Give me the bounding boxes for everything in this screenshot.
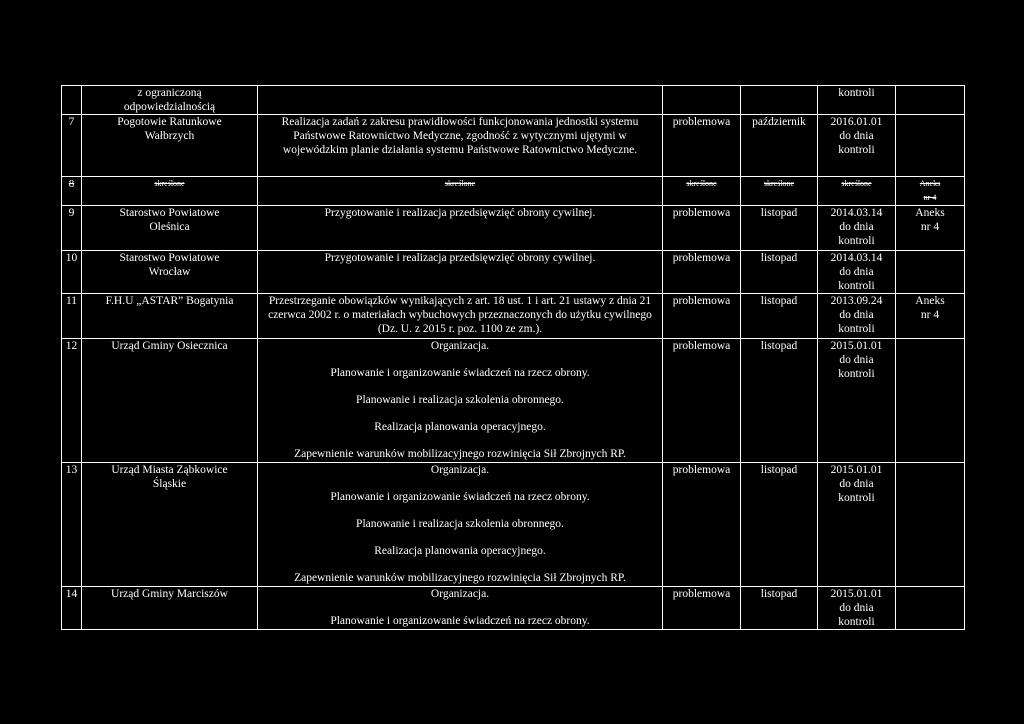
notes-text: nr 4 [920,221,940,233]
subject-text: Oleśnica [149,221,190,233]
subject-text: Urząd Gminy Marciszów [111,588,228,600]
scope-text: Planowanie i organizowanie świadczeń na rzecz obrony. [330,367,590,379]
row-number [62,251,82,294]
scope-text: Zapewnienie warunków mobilizacyjnego rozwinięcia Sił Zbrojnych RP. [294,572,626,584]
row-number [62,115,82,177]
date-text: do dnia [839,602,874,614]
inspection-type [663,463,741,587]
type-text: problemowa [672,252,731,264]
date-text: 2014.03.14 [830,207,883,219]
row-number-text: 11 [65,295,78,307]
table-row [62,251,965,294]
inspected-entity [82,177,258,206]
date-text: 2013.09.24 [830,295,883,307]
row-number-text: 14 [65,588,78,600]
notes-text: nr 4 [923,193,937,202]
date-text: 2015.01.01 [830,588,883,600]
inspection-type [663,294,741,339]
row-number [62,339,82,463]
inspection-month [741,463,818,587]
notes [896,86,965,115]
inspection-month [741,86,818,115]
month-text: październik [752,116,806,128]
inspection-type [663,587,741,630]
row-number [62,294,82,339]
subject-text: Śląskie [152,478,187,490]
scope-text: Planowanie i realizacja szkolenia obronnego. [356,394,564,406]
notes-text: Aneks [919,179,941,188]
inspection-month [741,339,818,463]
date-text: kontroli [838,235,875,247]
inspection-scope [258,177,663,206]
scope-text: Przestrzeganie obowiązków wynikających z art. 18 ust. 1 i art. 21 ustawy z dnia 21 czerwca 2002 r. o materiałach wybuchowych przeznaczonych do użytku cywilnego (Dz. U. z 2015 r. poz. 1100 ze zm.). [268,295,652,335]
notes-text: Aneks [915,295,945,307]
date-text: kontroli [838,492,875,504]
row-number-text: 8 [68,178,75,190]
inspection-month [741,177,818,206]
scope-text: Organizacja. [430,588,490,600]
inspection-scope [258,463,663,587]
subject-text: skreślone [154,179,185,188]
subject-text: Wrocław [148,266,191,278]
scope-text: Planowanie i organizowanie świadczeń na rzecz obrony. [330,491,590,503]
scope-text: Planowanie i realizacja szkolenia obronnego. [356,518,564,530]
row-number [62,587,82,630]
inspection-period [818,463,896,587]
scope-text: skreślone [444,179,476,188]
row-number [62,86,82,115]
notes [896,115,965,177]
subject-text: z ograniczoną [137,87,202,99]
scope-text: Realizacja planowania operacyjnego. [374,545,546,557]
notes [896,339,965,463]
scope-text: Realizacja planowania operacyjnego. [374,421,546,433]
inspection-type [663,206,741,251]
notes-text: Aneks [915,207,945,219]
row-number [62,177,82,206]
table-row [62,86,965,115]
date-text: kontroli [838,368,875,380]
inspection-period [818,339,896,463]
scope-text: Planowanie i organizowanie świadczeń na rzecz obrony. [330,615,590,627]
table-row [62,115,965,177]
notes [896,206,965,251]
notes [896,463,965,587]
inspected-entity [82,86,258,115]
inspection-month [741,587,818,630]
row-number [62,206,82,251]
type-text: problemowa [672,340,731,352]
date-text: kontroli [838,144,875,156]
scope-text: Organizacja. [430,464,490,476]
table-row [62,294,965,339]
date-text: kontroli [838,87,875,99]
month-text: listopad [760,207,798,219]
subject-text: Urząd Miasta Ząbkowice [111,464,228,476]
row-number [62,463,82,587]
subject-text: odpowiedzialnością [123,101,216,113]
date-text: kontroli [838,616,875,628]
inspected-entity [82,339,258,463]
inspection-scope [258,86,663,115]
date-text: do dnia [839,354,874,366]
inspection-scope [258,115,663,177]
scope-text: Zapewnienie warunków mobilizacyjnego rozwinięcia Sił Zbrojnych RP. [294,448,626,460]
date-text: kontroli [838,280,875,292]
inspection-scope [258,587,663,630]
row-number-text: 10 [65,252,78,264]
inspection-period [818,115,896,177]
type-text: problemowa [672,588,731,600]
row-number-text: 12 [65,340,78,352]
inspection-month [741,294,818,339]
row-number-text: 13 [65,464,78,476]
subject-text: Wałbrzych [144,130,195,142]
date-text: skreślone [841,179,872,188]
table-row [62,177,965,206]
month-text: listopad [760,464,798,476]
type-text: problemowa [672,207,731,219]
notes [896,251,965,294]
inspection-scope [258,206,663,251]
date-text: 2016.01.01 [830,116,883,128]
inspection-period [818,294,896,339]
inspected-entity [82,206,258,251]
inspection-type [663,177,741,206]
inspection-period [818,86,896,115]
inspection-type [663,115,741,177]
scope-text: Organizacja. [430,340,490,352]
subject-text: Starostwo Powiatowe [119,252,220,264]
inspection-scope [258,339,663,463]
table-row [62,587,965,630]
type-text: problemowa [672,464,731,476]
inspection-period [818,177,896,206]
row-number-text: 9 [68,207,75,219]
date-text: kontroli [838,323,875,335]
date-text: do dnia [839,309,874,321]
subject-text: Urząd Gminy Osiecznica [111,340,228,352]
month-text: listopad [760,340,798,352]
date-text: do dnia [839,221,874,233]
month-text: listopad [760,252,798,264]
scope-text: Przygotowanie i realizacja przedsięwzięć obrony cywilnej. [324,207,596,219]
notes [896,587,965,630]
date-text: do dnia [839,478,874,490]
notes [896,294,965,339]
table-row [62,463,965,587]
table-row [62,339,965,463]
inspection-scope [258,251,663,294]
date-text: 2014.03.14 [830,252,883,264]
date-text: do dnia [839,266,874,278]
inspection-month [741,206,818,251]
inspected-entity [82,587,258,630]
inspection-period [818,206,896,251]
row-number-text: 7 [68,116,75,128]
table-row [62,206,965,251]
notes-text: nr 4 [920,309,940,321]
type-text: problemowa [672,295,731,307]
month-text: skreślone [763,179,795,188]
inspected-entity [82,115,258,177]
inspected-entity [82,294,258,339]
inspection-month [741,115,818,177]
notes [896,177,965,206]
inspection-period [818,251,896,294]
date-text: 2015.01.01 [830,340,883,352]
subject-text: Pogotowie Ratunkowe [117,116,222,128]
inspection-type [663,251,741,294]
inspection-period [818,587,896,630]
inspection-plan-table [61,85,965,630]
date-text: do dnia [839,130,874,142]
inspection-type [663,339,741,463]
type-text: problemowa [672,116,731,128]
inspection-month [741,251,818,294]
inspected-entity [82,463,258,587]
scope-text: Realizacja zadań z zakresu prawidłowości funkcjonowania jednostki systemu Państwowe Ratownictwo Medyczne, zgodność z wytycznymi ujętymi w wojewódzkim planie działania systemu Państwowe Ratownictwo Medyczne. [281,116,639,156]
subject-text: Starostwo Powiatowe [119,207,220,219]
inspection-scope [258,294,663,339]
type-text: skreślone [686,179,717,188]
month-text: listopad [760,588,798,600]
scope-text: Przygotowanie i realizacja przedsięwzięć obrony cywilnej. [324,252,596,264]
date-text: 2015.01.01 [830,464,883,476]
inspected-entity [82,251,258,294]
table-body [62,86,965,630]
inspection-type [663,86,741,115]
month-text: listopad [760,295,798,307]
subject-text: F.H.U „ASTAR” Bogatynia [105,295,234,307]
